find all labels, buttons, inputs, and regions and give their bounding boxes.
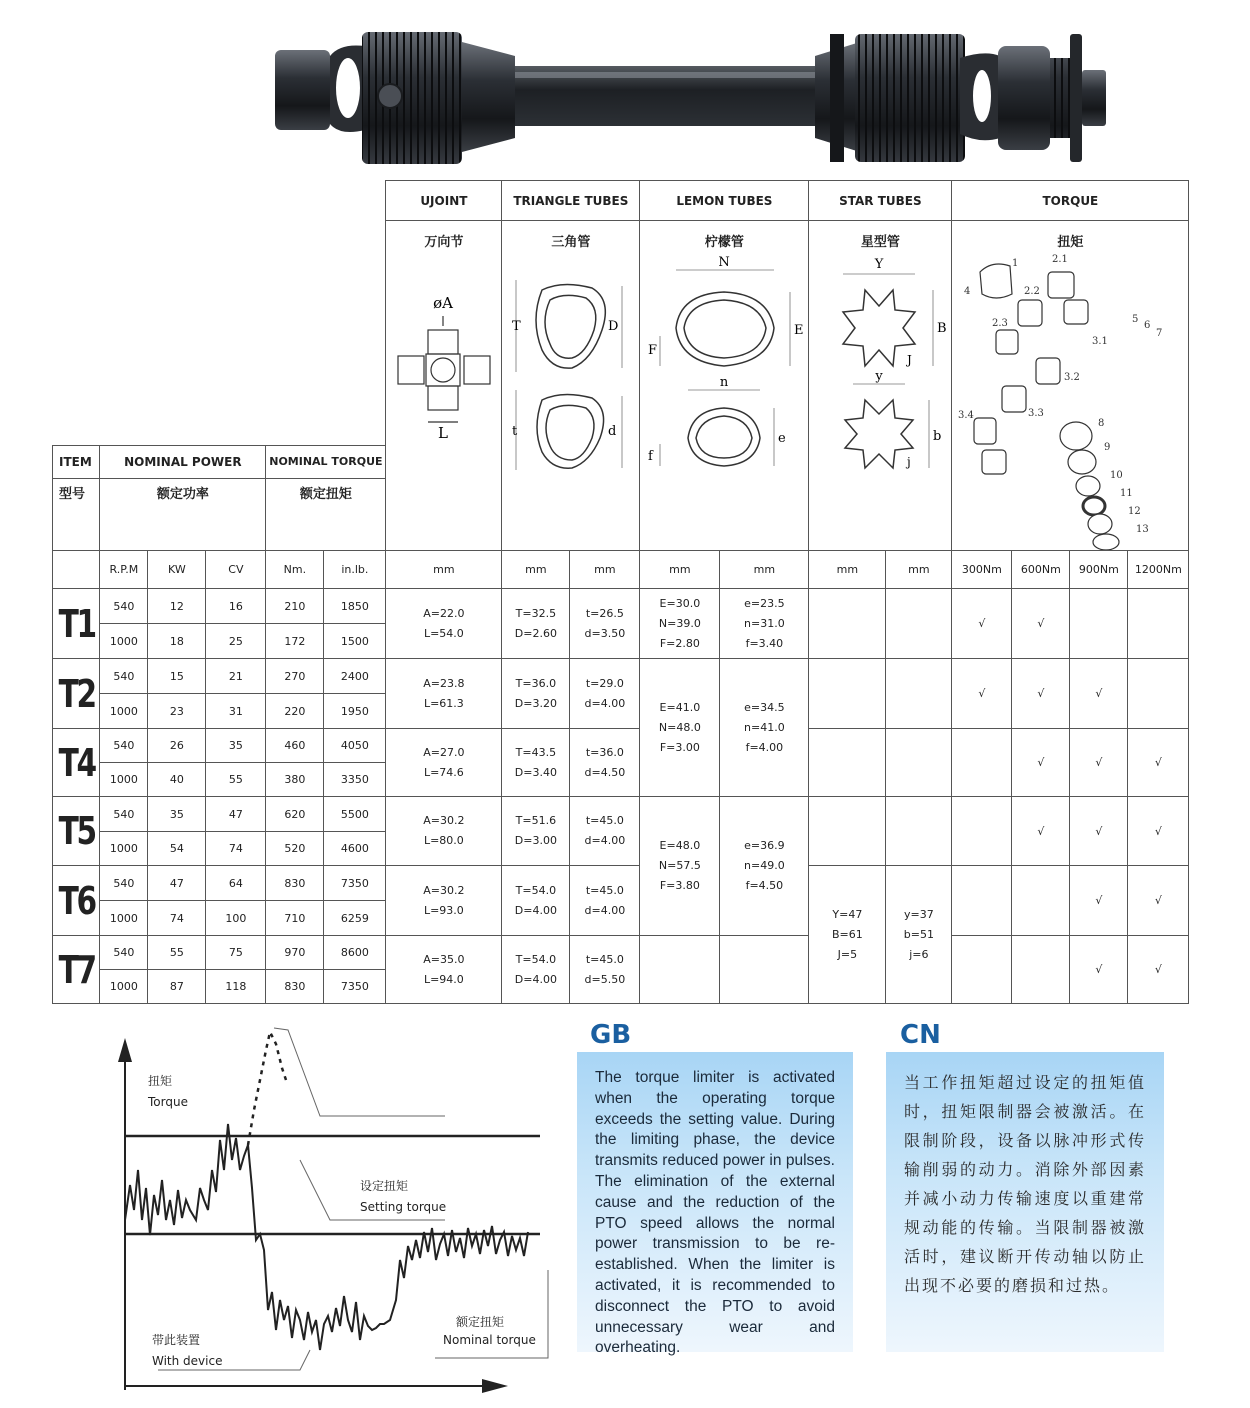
lemon-E-label: E (794, 323, 804, 338)
cell: 8600 (324, 936, 386, 970)
check-cell: √ (1012, 797, 1070, 866)
unit-cell: mm (640, 551, 720, 589)
check-cell (952, 797, 1012, 866)
check-cell (1128, 659, 1189, 729)
model-t2: T2 (58, 659, 95, 729)
cell: 710 (266, 901, 324, 936)
item-header-cn: 型号 (53, 478, 100, 550)
tri-outer-t2: T=36.0 D=3.20 (502, 659, 570, 729)
cell: 1000 (100, 901, 148, 936)
cell: 74 (148, 901, 206, 936)
cell: 1000 (100, 763, 148, 797)
unit-cell: in.lb. (324, 551, 386, 589)
cell: 100 (206, 901, 266, 936)
setting-torque-label-cn: 设定扭矩 (360, 1179, 409, 1193)
cell: 74 (206, 832, 266, 866)
ujoint-dims-t7: A=35.0 L=94.0 (386, 936, 502, 1004)
cn-title: CN (900, 1020, 941, 1050)
cell: 830 (266, 970, 324, 1004)
cell: 118 (206, 970, 266, 1004)
model-t1: T1 (58, 589, 95, 659)
unit-cell: mm (720, 551, 809, 589)
lemon-outer-t5-t6: E=48.0 N=57.5 F=3.80 (640, 797, 720, 936)
model-t4: T4 (58, 729, 95, 797)
cell: 87 (148, 970, 206, 1004)
cell: 23 (148, 694, 206, 729)
unit-cell: 600Nm (1012, 551, 1070, 589)
ujoint-header: UJOINT (386, 181, 502, 221)
unit-cell: mm (886, 551, 952, 589)
unit-cell: 300Nm (952, 551, 1012, 589)
time-axis-arrow-icon (482, 1379, 508, 1393)
lemon-inner-t5-t6: e=36.9 n=49.0 f=4.50 (720, 797, 809, 936)
cell: 55 (148, 936, 206, 970)
exploded-label-5: 5 (1132, 314, 1139, 325)
tri-D-label: D (608, 319, 619, 334)
torque-axis-arrow-icon (118, 1038, 132, 1062)
tri-outer-t1: T=32.5 D=2.60 (502, 589, 570, 659)
torque-diagram-cell (952, 221, 1189, 551)
lemon-e-label: e (778, 431, 787, 446)
unit-cell: mm (502, 551, 570, 589)
exploded-label-4: 4 (964, 286, 971, 297)
cell: 4050 (324, 729, 386, 763)
star-B-label: B (937, 321, 947, 336)
with-device-label-cn: 带此装置 (152, 1333, 201, 1347)
lemon-diagram-cell (640, 221, 809, 551)
cell: 40 (148, 763, 206, 797)
cell: 21 (206, 659, 266, 694)
cell: 540 (100, 659, 148, 694)
ujoint-a-label: øA (433, 294, 454, 312)
cell: 26 (148, 729, 206, 763)
pto-shaft-illustration (270, 28, 1110, 168)
cell: 540 (100, 797, 148, 832)
cell: 5500 (324, 797, 386, 832)
ujoint-dims-t1: A=22.0 L=54.0 (386, 589, 502, 659)
exploded-label-7: 7 (1156, 328, 1163, 339)
cell: 64 (206, 866, 266, 901)
unit-cell: mm (386, 551, 502, 589)
check-cell: √ (1128, 866, 1189, 936)
cell: 18 (148, 624, 206, 659)
star-y-label: y (875, 369, 884, 384)
cell: 1000 (100, 624, 148, 659)
gb-title: GB (590, 1020, 632, 1050)
ujoint-dims-t2: A=23.8 L=61.3 (386, 659, 502, 729)
tri-outer-t6: T=54.0 D=4.00 (502, 866, 570, 936)
cell: 172 (266, 624, 324, 659)
peak-callout-line (274, 1028, 445, 1116)
exploded-label-9: 9 (1104, 442, 1111, 453)
cell: 520 (266, 832, 324, 866)
cell: 830 (266, 866, 324, 901)
with-device-label-en: With device (152, 1354, 223, 1368)
setting-torque-label-en: Setting torque (360, 1200, 447, 1214)
check-cell: √ (1012, 589, 1070, 659)
triangle-diagram (502, 250, 638, 480)
ujoint-header-cn: 万向节 (424, 235, 464, 250)
nominal-torque-label-en: Nominal torque (443, 1333, 536, 1347)
cell: 47 (148, 866, 206, 901)
lemon-F-label: F (648, 343, 658, 358)
table-row-t1-540 (53, 589, 1189, 624)
star-diagram (809, 250, 949, 480)
exploded-label-11: 11 (1120, 488, 1134, 499)
triangle-header-cn: 三角管 (551, 235, 591, 250)
cell: 2400 (324, 659, 386, 694)
lemon-header-cn: 柠檬管 (704, 235, 744, 250)
cell: 16 (206, 589, 266, 624)
tri-inner-t4: t=36.0 d=4.50 (570, 729, 640, 797)
check-cell (1128, 589, 1189, 659)
table-row-t7-540 (53, 936, 1189, 970)
ujoint-l-label: L (438, 424, 449, 442)
star-inner-t6-t7: y=37 b=51 j=6 (886, 866, 952, 1004)
unit-cell: CV (206, 551, 266, 589)
ujoint-diagram (386, 290, 501, 450)
tri-outer-t7: T=54.0 D=4.00 (502, 936, 570, 1004)
tri-inner-t2: t=29.0 d=4.00 (570, 659, 640, 729)
check-cell: √ (1128, 797, 1189, 866)
nominal-power-header-cn: 额定功率 (100, 478, 266, 550)
exploded-label-13: 13 (1136, 524, 1150, 535)
cell: 1950 (324, 694, 386, 729)
unit-cell: R.P.M (100, 551, 148, 589)
cell: 220 (266, 694, 324, 729)
lemon-f-label: f (648, 449, 654, 464)
model-t5: T5 (58, 797, 95, 866)
cell: 540 (100, 936, 148, 970)
check-cell: √ (952, 659, 1012, 729)
cell: 270 (266, 659, 324, 694)
star-outer-t6-t7: Y=47 B=61 J=5 (809, 866, 886, 1004)
table-row-t5-540 (53, 797, 1189, 832)
unit-cell: Nm. (266, 551, 324, 589)
cell: 75 (206, 936, 266, 970)
check-cell: √ (1012, 729, 1070, 797)
lemon-n-label: n (720, 375, 729, 390)
exploded-label-3-1: 3.1 (1092, 336, 1109, 347)
nominal-torque-header-cn: 额定扭矩 (266, 478, 386, 550)
spec-table (52, 180, 1189, 1004)
cell: 210 (266, 589, 324, 624)
unit-cell: 1200Nm (1128, 551, 1189, 589)
model-t7: T7 (58, 936, 95, 1004)
cell: 35 (148, 797, 206, 832)
check-cell (952, 866, 1012, 936)
check-cell: √ (1012, 659, 1070, 729)
star-diagram-cell (809, 221, 952, 551)
tri-t-label: t (512, 424, 518, 439)
cell: 4600 (324, 832, 386, 866)
torque-label-en: Torque (148, 1095, 188, 1109)
ujoint-dims-t6: A=30.2 L=93.0 (386, 866, 502, 936)
torque-limiter-illustration (110, 1020, 560, 1400)
cell: 1000 (100, 694, 148, 729)
cell: 1500 (324, 624, 386, 659)
cell: 540 (100, 589, 148, 624)
check-cell: √ (952, 589, 1012, 659)
table-row-t4-540 (53, 729, 1189, 763)
gb-panel (577, 1052, 853, 1357)
torque-header: TORQUE (952, 181, 1189, 221)
exploded-label-10: 10 (1110, 470, 1124, 481)
lemon-outer-t2-t4: E=41.0 N=48.0 F=3.00 (640, 659, 720, 797)
unit-cell: mm (809, 551, 886, 589)
tri-inner-t1: t=26.5 d=3.50 (570, 589, 640, 659)
cell: 7350 (324, 970, 386, 1004)
exploded-label-3-2: 3.2 (1064, 372, 1081, 383)
nominal-power-header: NOMINAL POWER (100, 445, 266, 478)
check-cell (952, 729, 1012, 797)
cell: 540 (100, 866, 148, 901)
tri-outer-t4: T=43.5 D=3.40 (502, 729, 570, 797)
tri-inner-t5: t=45.0 d=4.00 (570, 797, 640, 866)
cell: 15 (148, 659, 206, 694)
unit-cell: 900Nm (1070, 551, 1128, 589)
cell: 47 (206, 797, 266, 832)
lemon-N-label: N (718, 255, 731, 270)
lemon-outer-t1: E=30.0 N=39.0 F=2.80 (640, 589, 720, 659)
exploded-label-3-4: 3.4 (958, 410, 975, 421)
cell: 6259 (324, 901, 386, 936)
exploded-label-1: 1 (1012, 258, 1019, 269)
cell: 1000 (100, 832, 148, 866)
torque-header-cn: 扭矩 (1057, 235, 1084, 250)
table-row-t6-540 (53, 866, 1189, 901)
check-cell: √ (1128, 936, 1189, 1004)
tri-outer-t5: T=51.6 D=3.00 (502, 797, 570, 866)
ujoint-diagram-cell (386, 221, 502, 551)
ujoint-dims-t4: A=27.0 L=74.6 (386, 729, 502, 797)
star-J-label: J (907, 353, 913, 367)
star-header-cn: 星型管 (860, 235, 900, 250)
cell: 970 (266, 936, 324, 970)
check-cell: √ (1128, 729, 1189, 797)
tri-inner-t6: t=45.0 d=4.00 (570, 866, 640, 936)
cell: 54 (148, 832, 206, 866)
tri-inner-t7: t=45.0 d=5.50 (570, 936, 640, 1004)
lemon-inner-t2-t4: e=34.5 n=41.0 f=4.00 (720, 659, 809, 797)
star-b-label: b (933, 429, 942, 444)
unit-cell: mm (570, 551, 640, 589)
cell: 7350 (324, 866, 386, 901)
check-cell (1070, 589, 1128, 659)
lemon-diagram (640, 250, 808, 480)
cell: 25 (206, 624, 266, 659)
check-cell: √ (1070, 729, 1128, 797)
cn-description: 当工作扭矩超过设定的扭矩值时，扭矩限制器会被激活。在限制阶段，设备以脉冲形式传输削弱的动力。消除外部因素并减小动力传输速度以重建常规动能的传输。当限制器被激活时，建议断开传动轴以防止出现不必要的磨损和过热。 (904, 1073, 1146, 1295)
cell: 380 (266, 763, 324, 797)
star-tubes-header: STAR TUBES (809, 181, 952, 221)
exploded-label-8: 8 (1098, 418, 1105, 429)
exploded-label-2-1: 2.1 (1052, 254, 1069, 265)
torque-label-cn: 扭矩 (148, 1074, 173, 1088)
cell: 31 (206, 694, 266, 729)
torque-limiter-exploded-diagram (952, 250, 1188, 550)
check-cell: √ (1070, 936, 1128, 1004)
check-cell: √ (1070, 797, 1128, 866)
cn-panel (886, 1052, 1164, 1352)
triangle-diagram-cell (502, 221, 640, 551)
cell: 12 (148, 589, 206, 624)
item-header: ITEM (53, 445, 100, 478)
exploded-label-3-3: 3.3 (1028, 408, 1045, 419)
ujoint-dims-t5: A=30.2 L=80.0 (386, 797, 502, 866)
cell: 35 (206, 729, 266, 763)
cell: 3350 (324, 763, 386, 797)
model-t6: T6 (58, 866, 95, 936)
gb-description: The torque limiter is activated when the operating torque exceeds the setting value. During the limiting phase, the device transmits reduced power in pulses. The elimination of the external cause and the reduction of the PTO speed allows the normal power transmission to be re-established. When the limiter is activated, it is recommended to disconnect the PTO to avoid unnecessary wear and overheating. (595, 1069, 835, 1357)
cell: 540 (100, 729, 148, 763)
star-j-label: j (907, 455, 912, 469)
check-cell: √ (1070, 866, 1128, 936)
cell: 1000 (100, 970, 148, 1004)
cell: 1850 (324, 589, 386, 624)
tri-T-label: T (512, 319, 522, 334)
exploded-label-2-3: 2.3 (992, 318, 1009, 329)
table-row-t2-540 (53, 659, 1189, 694)
check-cell (1012, 936, 1070, 1004)
cell: 55 (206, 763, 266, 797)
lemon-tubes-header: LEMON TUBES (640, 181, 809, 221)
check-cell (1012, 866, 1070, 936)
exploded-label-6: 6 (1144, 320, 1151, 331)
torque-peak-dashed (248, 1032, 286, 1145)
cell: 460 (266, 729, 324, 763)
nominal-torque-label-cn: 额定扭矩 (456, 1315, 505, 1329)
unit-cell: KW (148, 551, 206, 589)
tri-d-label: d (608, 424, 617, 439)
check-cell (952, 936, 1012, 1004)
check-cell: √ (1070, 659, 1128, 729)
lemon-inner-t1: e=23.5 n=31.0 f=3.40 (720, 589, 809, 659)
exploded-label-12: 12 (1128, 506, 1142, 517)
exploded-label-2-2: 2.2 (1024, 286, 1041, 297)
nominal-torque-header: NOMINAL TORQUE (266, 445, 386, 478)
triangle-tubes-header: TRIANGLE TUBES (502, 181, 640, 221)
star-Y-label: Y (875, 257, 884, 272)
cell: 620 (266, 797, 324, 832)
units-row (53, 551, 1189, 589)
